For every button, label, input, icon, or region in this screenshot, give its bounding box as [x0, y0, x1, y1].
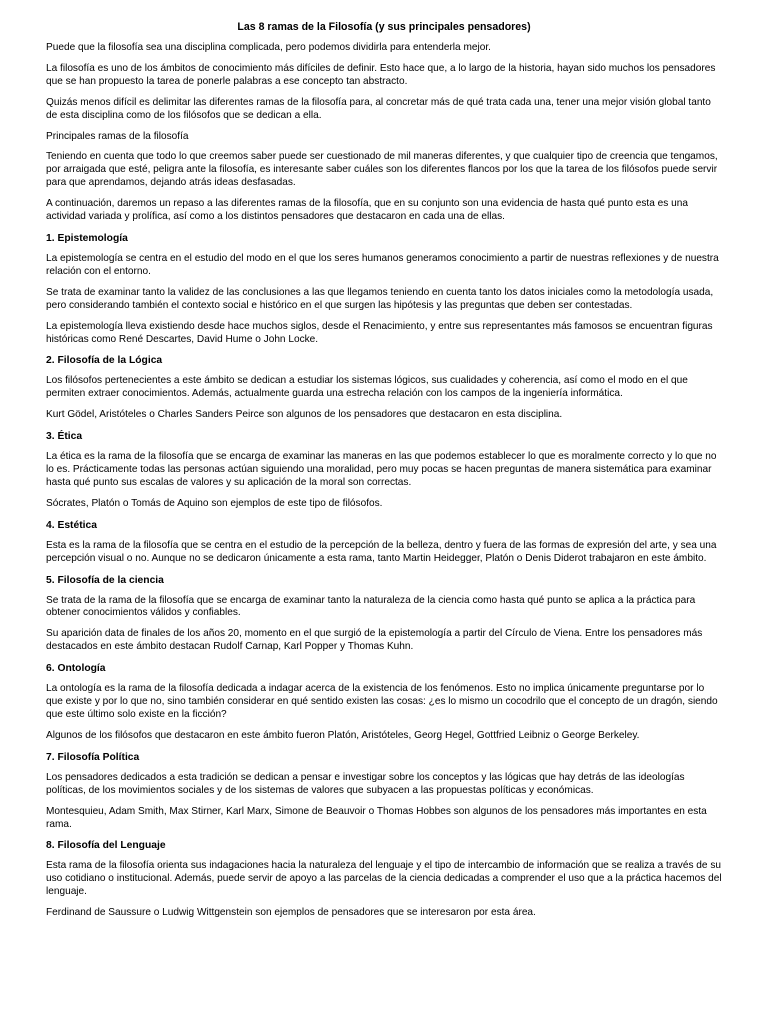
section-heading: 5. Filosofía de la ciencia	[46, 574, 164, 586]
section-paragraph: Kurt Gödel, Aristóteles o Charles Sanders Peirce son algunos de los pensadores que destacaron en esta disciplina.	[46, 409, 563, 421]
section-etica	[46, 430, 722, 511]
section-paragraph: Montesquieu, Adam Smith, Max Stirner, Karl Marx, Simone de Beauvoir o Thomas Hobbes son algunos de los pensadores más importantes en esta rama.	[46, 805, 707, 830]
section-filosofia-lenguaje	[46, 839, 722, 920]
section-paragraph: Esta rama de la filosofía orienta sus indagaciones hacia la naturaleza del lenguaje y el tipo de intercambio de información que se realiza a través de su uso cotidiano o institucional. Además, puede servir de apoyo a las parcelas de la ciencia dedicadas a comprender el uso que a la práctica hacemos del lenguaje.	[46, 860, 722, 898]
section-paragraph: Algunos de los filósofos que destacaron en este ámbito fueron Platón, Aristóteles, Georg Hegel, Gottfried Leibniz o George Berkeley.	[46, 729, 640, 741]
section-paragraph: Su aparición data de finales de los años 20, momento en el que surgió de la epistemología a partir del Círculo de Viena. Entre los pensadores más destacados en este ámbito destacan Rudolf Carnap, Karl Popper y Thomas Kuhn.	[46, 628, 703, 653]
section-logica	[46, 354, 722, 422]
intro-paragraph: Puede que la filosofía sea una disciplina complicada, pero podemos dividirla para entenderla mejor.	[46, 42, 491, 53]
intro-paragraph: Quizás menos difícil es delimitar las diferentes ramas de la filosofía para, al concretar más de qué trata cada una, tener una mejor visión global tanto de esta disciplina como de los filósofos que se dedican a ella.	[46, 96, 711, 121]
section-heading: 1. Epistemología	[46, 232, 128, 244]
section-paragraph: La epistemología lleva existiendo desde hace muchos siglos, desde el Renacimiento, y entre sus representantes más famosos se encuentran figuras históricas como René Descartes, David Hume o John Locke.	[46, 320, 713, 345]
intro-paragraph: La filosofía es uno de los ámbitos de conocimiento más difíciles de definir. Esto hace que, a lo largo de la historia, hayan sido muchos los pensadores que se han propuesto la tarea de ponerle palabras a ese concepto tan abstracto.	[46, 62, 716, 87]
section-filosofia-ciencia	[46, 574, 722, 655]
section-paragraph: Los pensadores dedicados a esta tradición se dedican a pensar e investigar sobre los conceptos y las lógicas que hay detrás de las ideologías políticas, de los movimientos sociales y de los sistemas de valores que subyacen a las propuestas políticas y económicas.	[46, 771, 685, 796]
intro-paragraph: Teniendo en cuenta que todo lo que creemos saber puede ser cuestionado de mil maneras diferentes, y que cualquier tipo de creencia que tengamos, por arraigada que esté, peligra ante la filosofía, es interesante saber cuáles son los diferentes flancos por los que la tarea de los filósofos puede servir para que aprendamos, dejando atrás ideas desfasadas.	[46, 151, 718, 189]
section-heading: 6. Ontología	[46, 663, 106, 675]
intro-subheading: Principales ramas de la filosofía	[46, 130, 189, 142]
section-paragraph: Los filósofos pertenecientes a este ámbito se dedican a estudiar los sistemas lógicos, sus cualidades y coherencia, así como el modo en el que permiten extraer conocimientos. Además, actualmente guarda una estrecha relación con los campos de la ingeniería informática.	[46, 375, 688, 400]
intro-paragraph: A continuación, daremos un repaso a las diferentes ramas de la filosofía, que en su conjunto son una evidencia de hasta qué punto esta es una actividad variada y prolífica, así como a los distintos pensadores que destacaron en cada una de ellas.	[46, 198, 688, 223]
section-ontologia	[46, 662, 722, 743]
section-filosofia-politica	[46, 751, 722, 832]
section-heading: 8. Filosofía del Lenguaje	[46, 840, 166, 852]
section-heading: 4. Estética	[46, 519, 97, 531]
section-paragraph: Sócrates, Platón o Tomás de Aquino son ejemplos de este tipo de filósofos.	[46, 497, 383, 509]
section-estetica	[46, 519, 722, 566]
section-paragraph: Ferdinand de Saussure o Ludwig Wittgenstein son ejemplos de pensadores que se interesaron por esta área.	[46, 907, 536, 919]
section-heading: 7. Filosofía Política	[46, 751, 140, 763]
section-paragraph: Se trata de la rama de la filosofía que se encarga de examinar tanto la naturaleza de la ciencia como hasta qué punto se aplica a la práctica para obtener conocimientos válidos y confiables.	[46, 594, 696, 619]
section-paragraph: La epistemología se centra en el estudio del modo en el que los seres humanos generamos conocimiento a partir de nuestras reflexiones y de nuestra relación con el entorno.	[46, 252, 719, 277]
section-paragraph: La ética es la rama de la filosofía que se encarga de examinar las maneras en las que podemos establecer lo que es moralmente correcto y lo que no lo es. Prácticamente todas las personas actúan siguiendo una moralidad, pero muy pocas se hacen preguntas de manera sistemática para examinar hasta qué punto sus escalas de valores y su aplicación de la moral son correctas.	[46, 451, 717, 488]
section-paragraph: Se trata de examinar tanto la validez de las conclusiones a las que llegamos teniendo en cuenta tanto los datos iniciales como la metodología usada, pero considerando también el contexto social e histórico en el que surgen las hipótesis y las preguntas que deben ser contestadas.	[46, 286, 714, 311]
section-heading: 3. Ética	[46, 431, 83, 443]
section-heading: 2. Filosofía de la Lógica	[46, 355, 163, 367]
section-epistemologia	[46, 232, 722, 346]
document-title: Las 8 ramas de la Filosofía (y sus principales pensadores)	[237, 21, 531, 33]
section-paragraph: Esta es la rama de la filosofía que se centra en el estudio de la percepción de la belleza, dentro y fuera de las formas de expresión del arte, y sea una percepción visual o no. Aunque no se dedicaron únicamente a esta rama, tanto Martin Heidegger, Platón o Denis Diderot trabajaron en este ámbito.	[46, 539, 717, 564]
section-paragraph: La ontología es la rama de la filosofía dedicada a indagar acerca de la existencia de los fenómenos. Esto no implica únicamente preguntarse por lo que existe y por lo que no, sino también considerar en qué sentido existen las cosas: ¿es lo mismo un cocodrilo que el concepto de un dragón, siendo que este último solo existe en la ficción?	[46, 683, 718, 720]
